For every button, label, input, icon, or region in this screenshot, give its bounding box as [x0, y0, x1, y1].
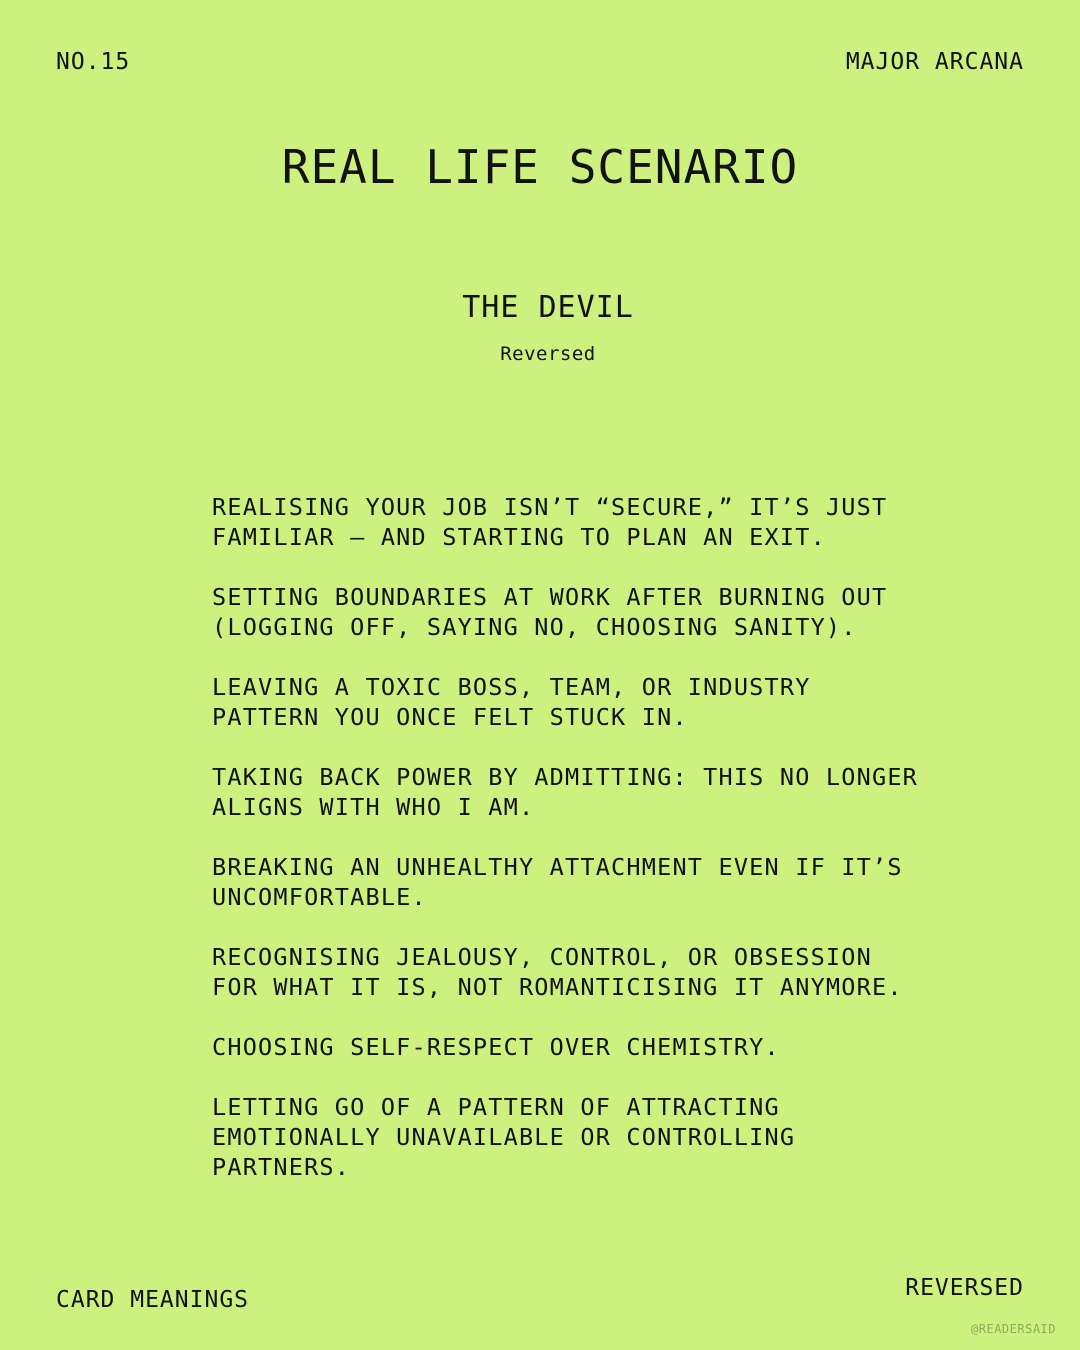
scenario-item: REALISING YOUR JOB ISN’T “SECURE,” IT’S JUST FAMILIAR — AND STARTING TO PLAN AN EXIT. — [212, 493, 888, 551]
card-number: NO.15 — [56, 49, 131, 75]
scenario-item: BREAKING AN UNHEALTHY ATTACHMENT EVEN IF IT’S UNCOMFORTABLE. — [212, 853, 903, 911]
orientation-label: REVERSED — [905, 1275, 1024, 1301]
scenario-item: LEAVING A TOXIC BOSS, TEAM, OR INDUSTRY PATTERN YOU ONCE FELT STUCK IN. — [212, 673, 811, 731]
scenario-item: TAKING BACK POWER BY ADMITTING: THIS NO LONGER ALIGNS WITH WHO I AM. — [212, 763, 919, 821]
scenario-item: SETTING BOUNDARIES AT WORK AFTER BURNING OUT (LOGGING OFF, SAYING NO, CHOOSING SANITY). — [212, 583, 888, 641]
scenario-list — [212, 492, 992, 1212]
card-name: THE DEVIL — [462, 290, 634, 325]
author-handle: @READERSAID — [971, 1322, 1056, 1336]
scenario-item: CHOOSING SELF-RESPECT OVER CHEMISTRY. — [212, 1033, 780, 1061]
scenario-item: RECOGNISING JEALOUSY, CONTROL, OR OBSESSION FOR WHAT IT IS, NOT ROMANTICISING IT ANYMORE. — [212, 943, 903, 1001]
section-label: CARD MEANINGS — [56, 1287, 250, 1313]
page-title: REAL LIFE SCENARIO — [281, 140, 799, 194]
scenario-item: LETTING GO OF A PATTERN OF ATTRACTING EMOTIONALLY UNAVAILABLE OR CONTROLLING PARTNERS. — [212, 1093, 796, 1181]
card-orientation: Reversed — [500, 343, 596, 365]
arcana-category: MAJOR ARCANA — [845, 49, 1024, 75]
